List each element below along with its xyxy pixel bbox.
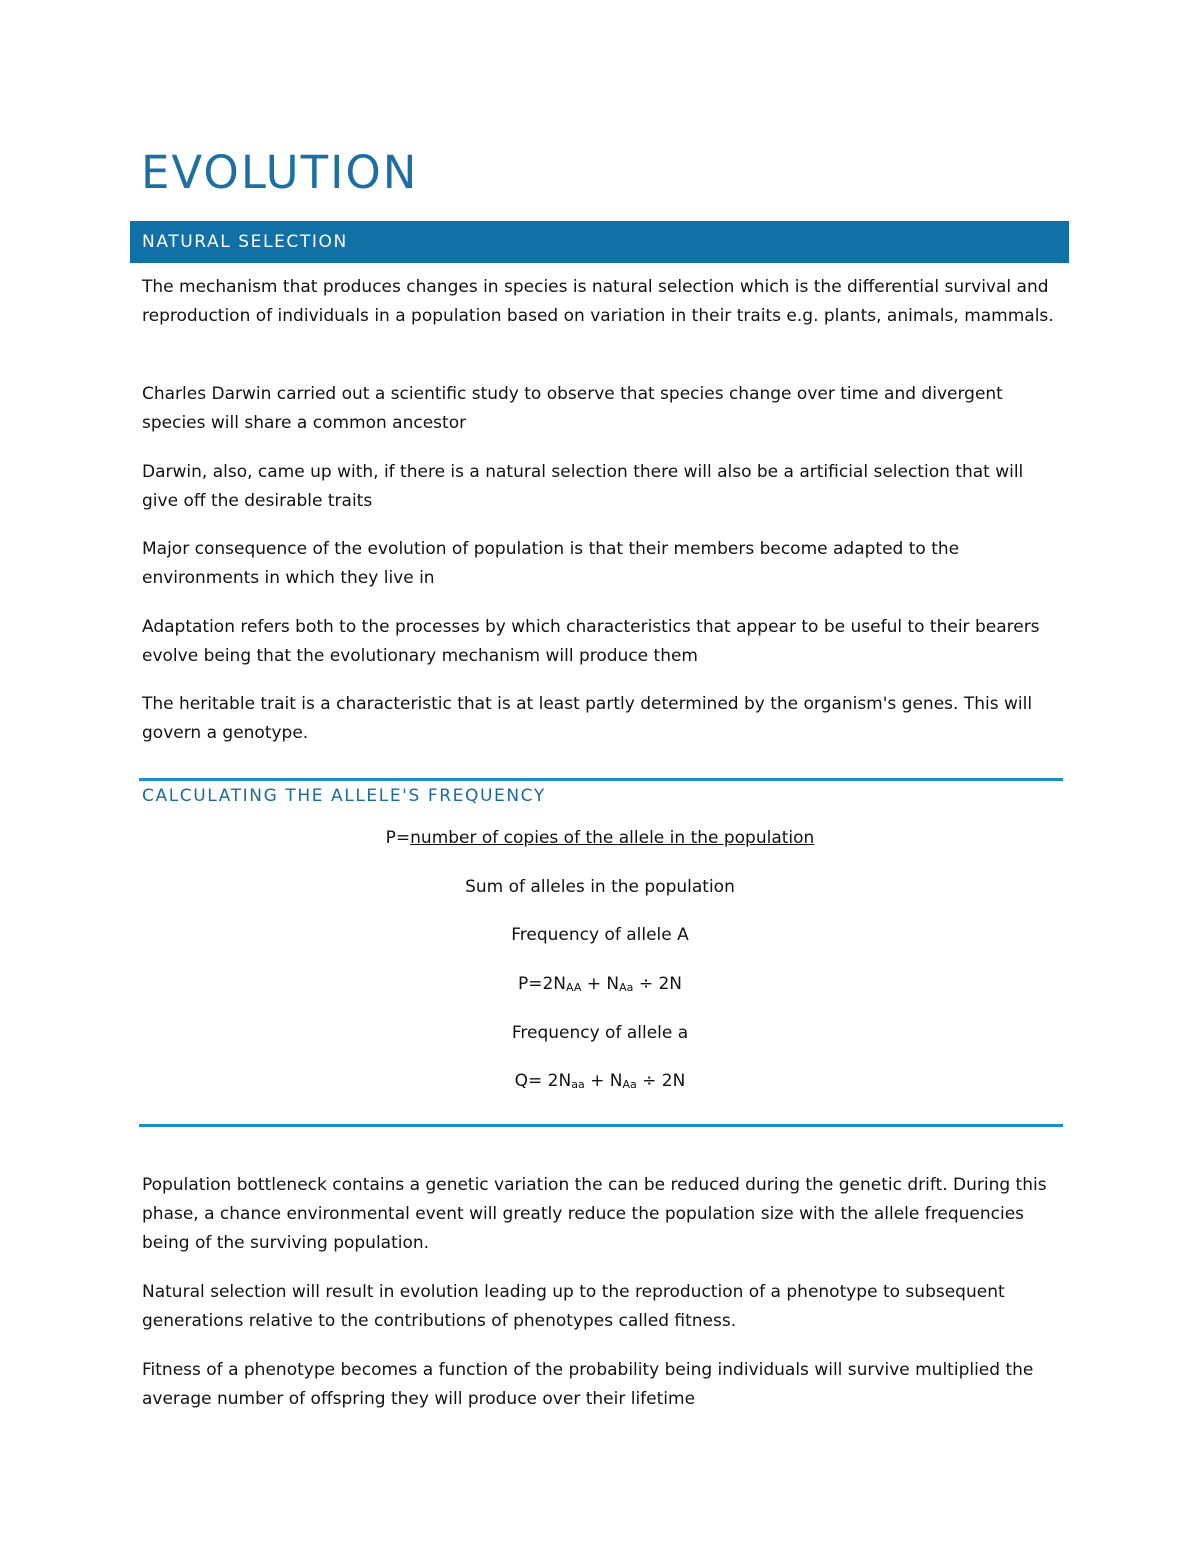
paragraph-heritable-trait: The heritable trait is a characteristic that is at least partly determined by the organism's genes. This will govern a genotype. (142, 694, 1033, 743)
paragraph-population-bottleneck: Population bottleneck contains a genetic variation the can be reduced during the genetic drift. During this phase, a chance environmental event will greatly reduce the population size with the allele frequencies being of the surviving population. (142, 1175, 1047, 1253)
paragraph-darwin-study: Charles Darwin carried out a scientific study to observe that species change over time and divergent species will share a common ancestor (142, 384, 1003, 433)
equation-a-rhs: ÷ 2N (636, 1071, 686, 1091)
equation-A-lhs: P=2N (517, 974, 567, 994)
paragraph-natural-selection-fitness: Natural selection will result in evolution leading up to the reproduction of a phenotype to subsequent generations relative to the contributions of phenotypes called fitness. (142, 1282, 1005, 1331)
document-title: EVOLUTION (141, 146, 419, 199)
section-rule-bottom (139, 1124, 1063, 1127)
equation-allele-A (130, 972, 1070, 996)
section-heading-natural-selection: NATURAL SELECTION (142, 232, 348, 252)
formula-p-prefix: P= (385, 828, 411, 848)
formula-p-denominator: Sum of alleles in the population (465, 877, 735, 897)
paragraph-adaptation-consequence: Major consequence of the evolution of population is that their members become adapted to the environments in which they live in (142, 539, 960, 588)
equation-a-subscript-1: aa (571, 1078, 585, 1091)
paragraph-adaptation-definition: Adaptation refers both to the processes by which characteristics that appear to be useful to their bearers evolve being that the evolutionary mechanism will produce them (142, 617, 1040, 666)
paragraph-mechanism: The mechanism that produces changes in species is natural selection which is the differential survival and reproduction of individuals in a population based on variation in their traits e.g. plants, animals, mammals. (142, 277, 1054, 326)
equation-a-lhs: Q= 2N (514, 1071, 572, 1091)
paragraph-artificial-selection: Darwin, also, came up with, if there is a natural selection there will also be a artificial selection that will give off the desirable traits (142, 462, 1024, 511)
equation-A-rhs: ÷ 2N (633, 974, 683, 994)
paragraph-fitness-phenotype: Fitness of a phenotype becomes a function of the probability being individuals will survive multiplied the average number of offspring they will produce over their lifetime (142, 1360, 1034, 1409)
equation-allele-a (130, 1069, 1070, 1093)
equation-a-subscript-2: Aa (622, 1078, 637, 1091)
equation-A-subscript-1: AA (566, 981, 582, 994)
equation-A-subscript-2: Aa (619, 981, 634, 994)
formula-p-numerator-line (130, 826, 1070, 850)
frequency-allele-a-label: Frequency of allele a (511, 1023, 689, 1043)
equation-A-mid: + N (581, 974, 620, 994)
frequency-allele-A-label: Frequency of allele A (511, 925, 689, 945)
section-banner-natural-selection (130, 221, 1069, 263)
formula-p-numerator: number of copies of the allele in the population (410, 828, 815, 848)
section-heading-allele-frequency: CALCULATING THE ALLELE'S FREQUENCY (142, 786, 546, 806)
section-rule-top (139, 778, 1063, 781)
equation-a-mid: + N (584, 1071, 623, 1091)
